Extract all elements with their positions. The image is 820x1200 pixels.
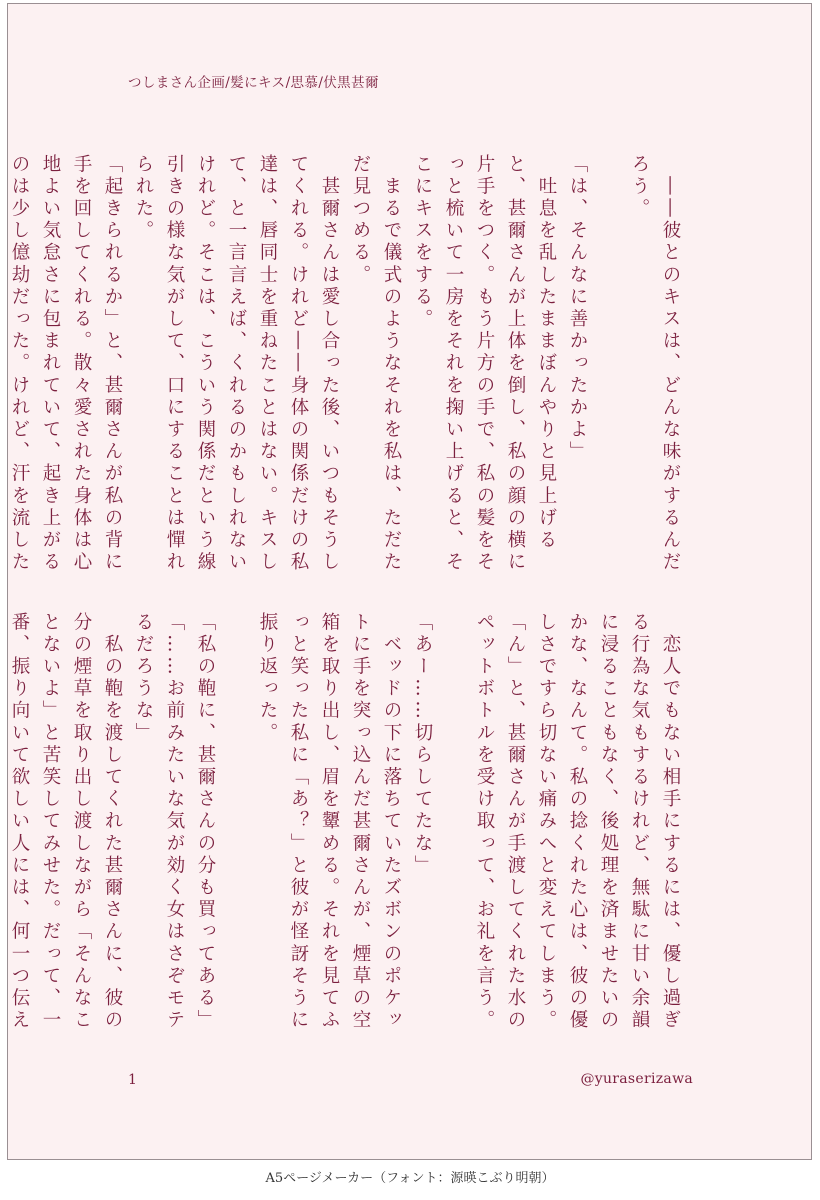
upper-text-block: ――彼とのキスは、どんな味がするんだろう。 「は、そんなに善かったかよ」 吐息を乱したままぼんやりと見上げると、甚爾さんが上体を倒し、私の顔の横に片手をつく。もう片方の手で、私の髪をそっと梳いて一房をそれを掬い上げると、そこにキスをする。 まるで儀式のようなそれを私は、ただただ見つめる。 甚爾さんは愛し合った後、いつもそうしてくれる。けれど――身体の関係だけの私達は、唇同士を重ねたことはない。キスして、と一言言えば、くれるのかもしれないけれど。そこは、こういう関係だという線引きの様な気がして、口にすることは憚れられた。 「起きられるか」と、甚爾さんが私の背に手を回してくれる。散々愛された身体は心地よい気怠さに包まれていて、起き上がるのは少し億劫だった。けれど、汗を流した — [9, 154, 681, 574]
lower-text-block: 恋人でもない相手にするには、優し過ぎる行為な気もするけれど、無駄に甘い余韻に浸ることもなく、後処理を済ませたいのかな、なんて。私の捻くれた心は、彼の優しさですら切ない痛みへと変えてしまう。 「ん」と、甚爾さんが手渡してくれた水のペットボトルを受け取って、お礼を言う。 「あー……切らしてたな」 ベッドの下に落ちていたズボンのポケットに手を突っ込んだ甚爾さんが、煙草の空箱を取り出し、眉を顰める。それを見てふっと笑った私に「あ？」と彼が怪訝そうに振り返った。 「私の鞄に、甚爾さんの分も買ってある」 「……お前みたいな気が効く女はさぞモテるだろうな」 私の鞄を渡してくれた甚爾さんに、彼の分の煙草を取り出し渡しながら「そんなことないよ」と苦笑してみせた。だって、一番、振り向いて欲しい人には、何一つ伝え — [9, 612, 681, 1032]
author-handle: @yuraserizawa — [580, 1071, 693, 1087]
book-page — [7, 3, 812, 1160]
page-number: 1 — [128, 1072, 137, 1088]
generator-credit: A5ページメーカー（フォント：源暎こぶり明朝） — [265, 1171, 555, 1186]
page-header: つしまさん企画/髪にキス/思慕/伏黒甚爾 — [128, 75, 379, 91]
